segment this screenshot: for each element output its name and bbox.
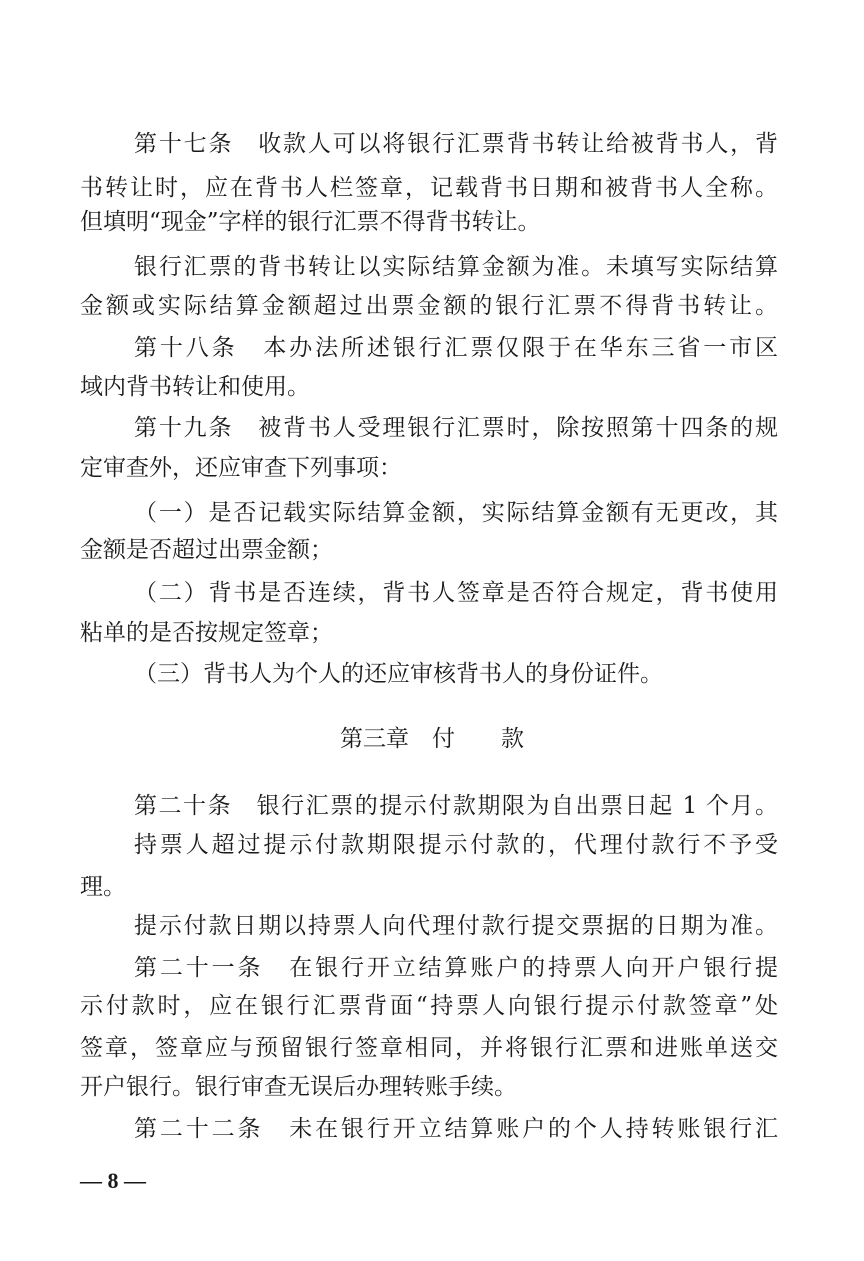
text-line: 第十七条 收款人可以将银行汇票背书转让给被背书人，背 bbox=[134, 131, 778, 157]
text-line: （二）背书是否连续，背书人签章是否符合规定，背书使用 bbox=[134, 580, 778, 606]
text-line: 粘单的是否按规定签章； bbox=[80, 620, 333, 646]
text-line: 开户银行。银行审查无误后办理转账手续。 bbox=[80, 1074, 517, 1100]
text-line: 域内背书转让和使用。 bbox=[80, 374, 310, 400]
text-line: 金额是否超过出票金额； bbox=[80, 537, 333, 563]
text-line: 第二十二条 未在银行开立结算账户的个人持转账银行汇 bbox=[134, 1116, 778, 1142]
text-line: （一）是否记载实际结算金额，实际结算金额有无更改，其 bbox=[134, 500, 778, 526]
text-line: 提示付款日期以持票人向代理付款行提交票据的日期为准。 bbox=[134, 913, 778, 939]
text-line: 定审查外，还应审查下列事项： bbox=[80, 455, 402, 481]
text-line: （三）背书人为个人的还应审核背书人的身份证件。 bbox=[134, 661, 663, 687]
text-line: 书转让时，应在背书人栏签章，记载背书日期和被背书人全称。 bbox=[80, 175, 778, 201]
page-number: — 8 — bbox=[80, 1168, 146, 1193]
text-line: 第二十一条 在银行开立结算账户的持票人向开户银行提 bbox=[134, 955, 778, 981]
text-line: 金额或实际结算金额超过出票金额的银行汇票不得背书转让。 bbox=[80, 293, 778, 319]
text-line: 持票人超过提示付款期限提示付款的，代理付款行不予受 bbox=[134, 832, 778, 858]
text-line: 理。 bbox=[80, 874, 126, 900]
text-line: 第二十条 银行汇票的提示付款期限为自出票日起 1 个月。 bbox=[134, 793, 778, 819]
text-line: 银行汇票的背书转让以实际结算金额为准。未填写实际结算 bbox=[134, 254, 778, 280]
text-line: 第十九条 被背书人受理银行汇票时，除按照第十四条的规 bbox=[134, 415, 778, 441]
chapter-heading: 第三章 付 款 bbox=[340, 726, 524, 752]
text-line: 第十八条 本办法所述银行汇票仅限于在华东三省一市区 bbox=[134, 335, 778, 361]
text-line: 示付款时，应在银行汇票背面“持票人向银行提示付款签章”处 bbox=[80, 993, 778, 1019]
text-line: 签章，签章应与预留银行签章相同，并将银行汇票和进账单送交 bbox=[80, 1035, 778, 1061]
text-line: 但填明“现金”字样的银行汇票不得背书转让。 bbox=[80, 209, 541, 235]
